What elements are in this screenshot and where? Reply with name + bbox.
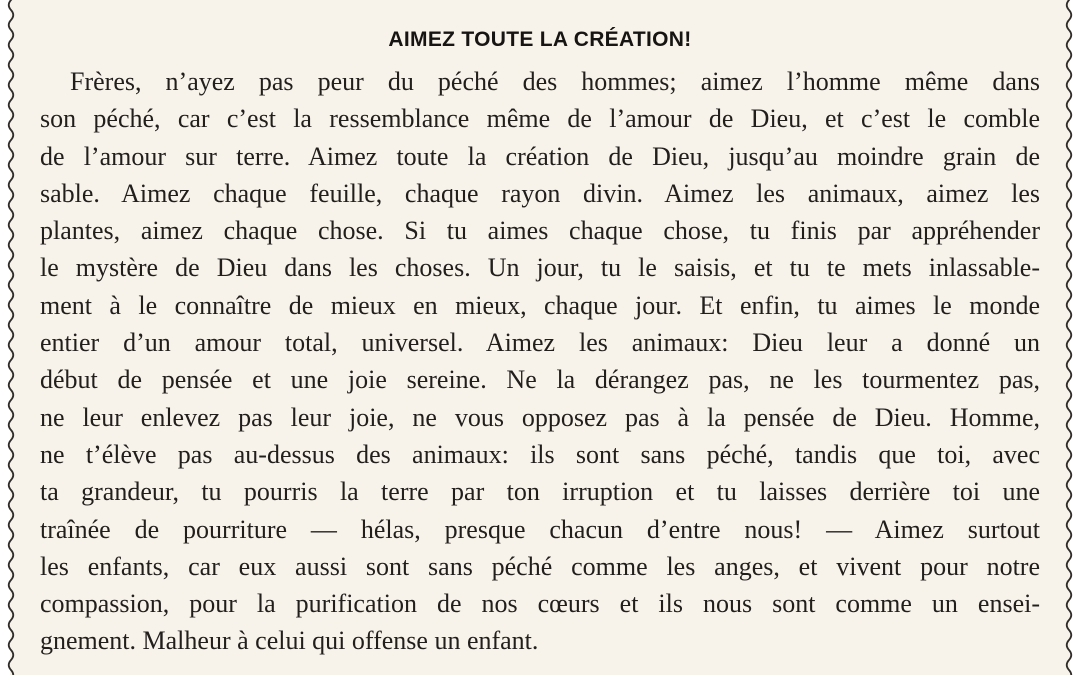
text-line: début de pensée et une joie sereine. Ne la dérangez pas, ne les tourmentez pas,: [40, 365, 1040, 395]
text-line: traînée de pourriture — hélas, presque chacun d’entre nous! — Aimez surtout: [40, 514, 1040, 544]
page-content: [40, 0, 1040, 660]
text-line: les enfants, car eux aussi sont sans péché comme les anges, et vivent pour notre: [40, 551, 1040, 581]
text-line: son péché, car c’est la ressemblance même de l’amour de Dieu, et c’est le comble: [40, 104, 1040, 134]
text-line: sable. Aimez chaque feuille, chaque rayon divin. Aimez les animaux, aimez les: [40, 178, 1040, 208]
text-line: plantes, aimez chaque chose. Si tu aimes chaque chose, tu finis par appréhender: [40, 216, 1040, 246]
text-line: entier d’un amour total, universel. Aimez les animaux: Dieu leur a donné un: [40, 328, 1040, 358]
page-title: AIMEZ TOUTE LA CRÉATION!: [388, 28, 692, 51]
text-line: ne t’élève pas au-dessus des animaux: ils sont sans péché, tandis que toi, avec: [40, 439, 1040, 469]
text-line: Frères, n’ayez pas peur du péché des hommes; aimez l’homme même dans: [70, 67, 1040, 96]
text-line: ta grandeur, tu pourris la terre par ton irruption et tu laisses derrière toi une: [40, 477, 1040, 507]
right-wavy-border-icon: [1062, 0, 1076, 675]
text-line: compassion, pour la purification de nos cœurs et ils nous sont comme un ensei-: [40, 589, 1040, 619]
text-line: ne leur enlevez pas leur joie, ne vous opposez pas à la pensée de Dieu. Homme,: [40, 402, 1040, 432]
text-line: le mystère de Dieu dans les choses. Un jour, tu le saisis, et tu te mets inlassable-: [40, 253, 1040, 283]
left-wavy-border-icon: [4, 0, 18, 675]
text-line: gnement. Malheur à celui qui offense un enfant.: [40, 626, 539, 656]
body-text: [40, 63, 1040, 660]
text-line: de l’amour sur terre. Aimez toute la création de Dieu, jusqu’au moindre grain de: [40, 141, 1040, 171]
text-line: ment à le connaître de mieux en mieux, chaque jour. Et enfin, tu aimes le monde: [40, 290, 1040, 320]
